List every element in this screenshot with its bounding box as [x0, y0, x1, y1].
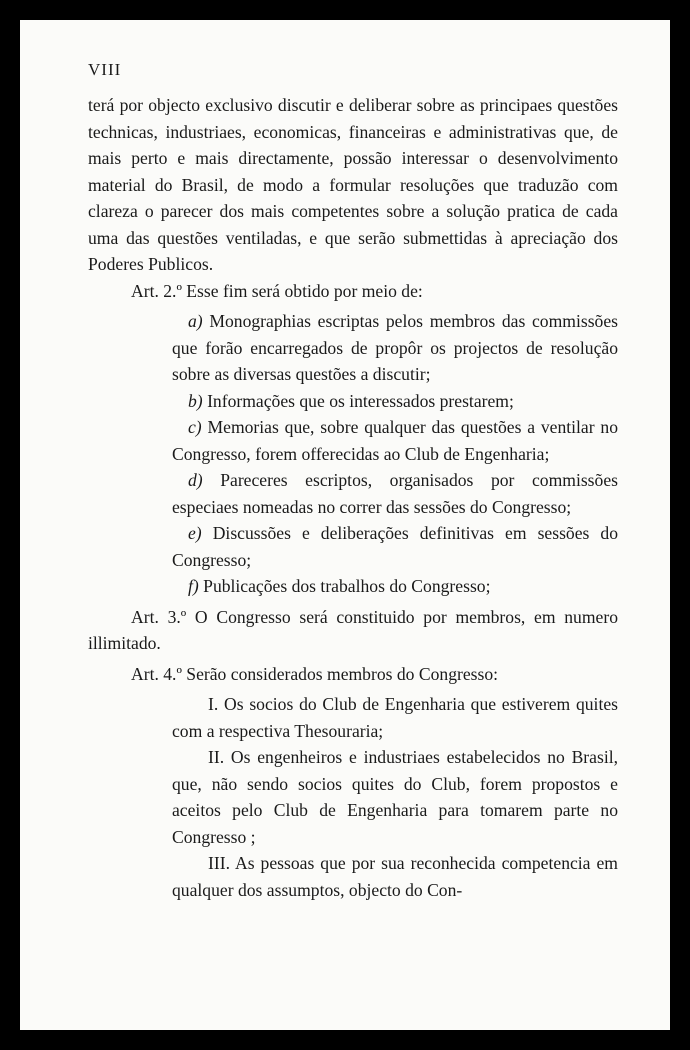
item-text: Pareceres escriptos, organisados por commissões especiaes nomeadas no correr das sessões do Congresso;: [172, 470, 618, 517]
item-letter: a): [188, 311, 203, 331]
list-item-f: [172, 573, 618, 600]
intro-paragraph: terá por objecto exclusivo discutir e deliberar sobre as principaes questões technicas, industriaes, economicas, financeiras e administrativas que, de mais perto e mais directamente, possão interessar o desenvolvimento material do Brasil, de modo a formular resoluções que traduzão com clareza o parecer dos mais competentes sobre a solução pratica de cada uma das questões ventiladas, e que serão submettidas à apreciação dos Poderes Publicos.: [88, 95, 618, 274]
item-text: Monographias escriptas pelos membros das commissões que forão encarregados de propôr os projectos de resolução sobre as diversas questões a discutir;: [172, 311, 618, 384]
list-item-e: [172, 520, 618, 573]
item-text: Discussões e deliberações definitivas em sessões do Congresso;: [172, 523, 619, 570]
page-number: VIII: [88, 60, 122, 79]
list-item-b: [172, 388, 618, 415]
article-4: Art. 4.º Serão considerados membros do Congresso:: [131, 663, 499, 684]
item-text: Memorias que, sobre qualquer das questões a ventilar no Congresso, forem offerecidas ao Club de Engenharia;: [172, 417, 619, 464]
item-letter: e): [188, 523, 202, 543]
list-item-a: [172, 308, 618, 388]
item-text: Publicações dos trabalhos do Congresso;: [203, 576, 491, 596]
list-item-d: [172, 467, 618, 520]
numbered-item-II: II. Os engenheiros e industriaes estabelecidos no Brasil, que, não sendo socios quites do Club, forem propostos e aceitos pelo Club de Engenharia para tomarem parte no Congresso ;: [172, 747, 618, 847]
numbered-item-III: III. As pessoas que por sua reconhecida competencia em qualquer dos assumptos, objecto do Con-: [172, 853, 618, 900]
book-page: [20, 20, 670, 1030]
article-2: Art. 2.º Esse fim será obtido por meio de:: [131, 280, 423, 301]
numbered-item-I: I. Os socios do Club de Engenharia que estiverem quites com a respectiva Thesouraria;: [172, 694, 618, 741]
item-letter: d): [188, 470, 203, 490]
article-3: Art. 3.º O Congresso será constituido por membros, em numero illimitado.: [88, 606, 618, 653]
list-item-c: [172, 414, 618, 467]
item-letter: c): [188, 417, 202, 437]
item-text: Informações que os interessados prestarem;: [207, 390, 514, 411]
item-letter: f): [188, 576, 199, 596]
item-letter: b): [188, 390, 203, 411]
page-body: [88, 92, 618, 903]
